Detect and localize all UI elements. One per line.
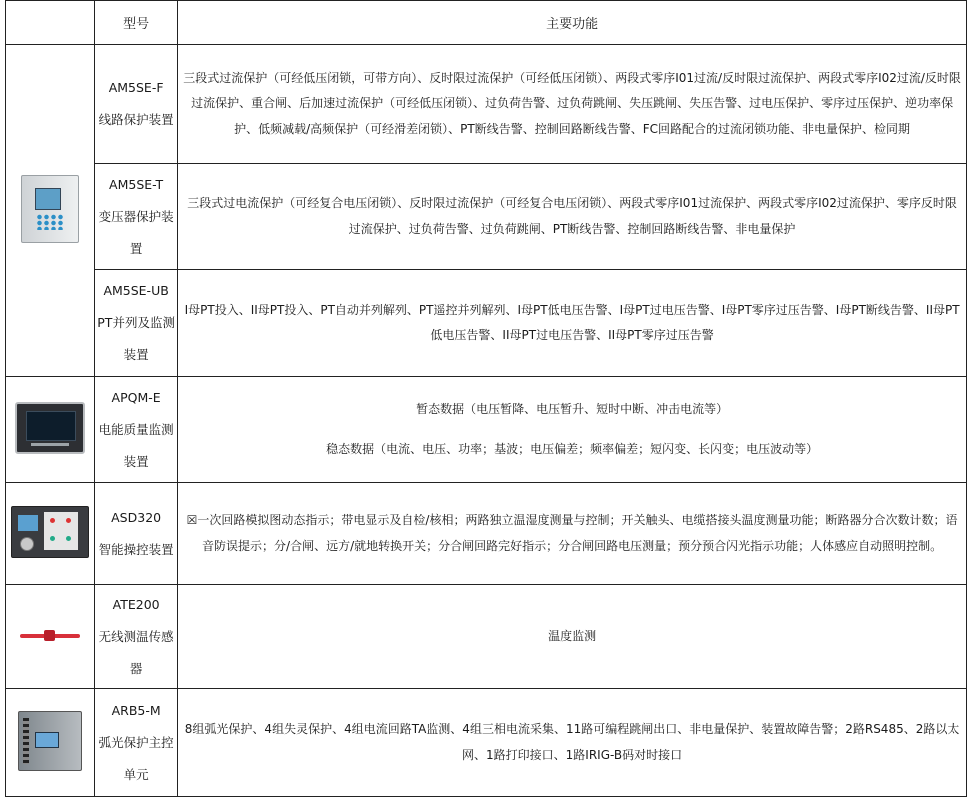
- function-cell: [178, 585, 967, 689]
- device-image-cell: [6, 483, 95, 585]
- function-cell: [178, 689, 967, 797]
- product-table: [5, 0, 967, 797]
- model-cell: [95, 45, 178, 164]
- header-function: 主要功能: [178, 1, 967, 45]
- model-desc: 变压器保护装置: [98, 208, 174, 256]
- table-header-row: [6, 1, 967, 45]
- model-cell: [95, 270, 178, 377]
- wireless-sensor-image: [20, 630, 80, 642]
- function-text: I母PT投入、II母PT投入、PT自动并列解列、PT遥控并列解列、I母PT低电压告警、I母PT过电压告警、I母PT零序过压告警、I母PT断线告警、II母PT低电压告警、II母PT过电压告警、II母PT零序过压告警: [184, 302, 960, 342]
- function-cell: [178, 483, 967, 585]
- function-text: 温度监测: [548, 628, 597, 643]
- model-code: APQM-E: [111, 389, 161, 405]
- function-text: ☒一次回路模拟图动态指示；带电显示及自检/核相；两路独立温湿度测量与控制；开关触头、电缆搭接头温度测量功能；断路器分合次数计数；语音防误提示；分/合闸、远方/就地转换开关；分合闸回路完好指示；分合闸回路电压测量；预分预合闪光指示功能；人体感应自动照明控制。: [186, 513, 958, 553]
- model-desc: PT并列及监测装置: [97, 315, 175, 362]
- table-row: [6, 483, 967, 585]
- function-cell: [178, 45, 967, 164]
- table-row: [6, 377, 967, 483]
- header-model: 型号: [95, 1, 178, 45]
- model-code: ATE200: [112, 596, 160, 612]
- table-row: [6, 689, 967, 797]
- model-code: ASD320: [111, 509, 162, 525]
- model-desc: 智能操控装置: [98, 541, 174, 557]
- model-cell: [95, 377, 178, 483]
- device-image-cell: [6, 585, 95, 689]
- table-row: [6, 585, 967, 689]
- device-image-cell: [6, 689, 95, 797]
- function-cell: [178, 270, 967, 377]
- model-cell: [95, 164, 178, 270]
- model-desc: 无线测温传感器: [98, 628, 174, 676]
- model-desc: 弧光保护主控单元: [98, 734, 174, 782]
- model-code: ARB5-M: [111, 702, 161, 718]
- model-cell: [95, 585, 178, 689]
- function-text: 稳态数据（电流、电压、功率；基波；电压偏差；频率偏差；短闪变、长闪变；电压波动等）: [326, 441, 819, 456]
- function-cell: [178, 164, 967, 270]
- model-code: AM5SE-T: [109, 176, 164, 192]
- table-row: [6, 45, 967, 164]
- table-row: [6, 164, 967, 270]
- model-code: AM5SE-F: [108, 80, 164, 95]
- table-row: [6, 270, 967, 377]
- function-text: 暂态数据（电压暂降、电压暂升、短时中断、冲击电流等）: [416, 402, 729, 416]
- model-code: AM5SE-UB: [103, 283, 169, 298]
- function-text: 8组弧光保护、4组失灵保护、4组电流回路TA监测、4组三相电流采集、11路可编程跳闸出口、非电量保护、装置故障告警；2路RS485、2路以太网、1路打印接口、1路IRIG-B码对时接口: [184, 722, 960, 762]
- function-text: 三段式过流保护（可经低压闭锁，可带方向）、反时限过流保护（可经低压闭锁）、两段式零序I01过流/反时限过流保护、两段式零序I02过流/反时限过流保护、重合闸、后加速过流保护（可经低压闭锁）、过负荷告警、过负荷跳闸、失压跳闸、失压告警、过电压保护、零序过压保护、逆功率保护、低频减载/高频保护（可经滑差闭锁）、PT断线告警、控制回路断线告警、FC回路配合的过流闭锁功能、非电量保护、检同期: [183, 70, 961, 136]
- protection-relay-device-image: [21, 175, 79, 243]
- arc-protection-unit-image: [18, 711, 82, 771]
- model-cell: [95, 689, 178, 797]
- protection-device-image-cell: [6, 45, 95, 377]
- power-quality-monitor-image: [15, 402, 85, 454]
- header-image-cell: [6, 1, 95, 45]
- function-text: 三段式过电流保护（可经复合电压闭锁）、反时限过流保护（可经复合电压闭锁）、两段式零序I01过流保护、两段式零序I02过流保护、零序反时限过流保护、过负荷告警、过负荷跳闸、PT断线告警、控制回路断线告警、非电量保护: [187, 196, 957, 236]
- smart-control-device-image: [11, 506, 89, 558]
- model-cell: [95, 483, 178, 585]
- model-desc: 电能质量监测装置: [98, 421, 174, 469]
- model-desc: 线路保护装置: [98, 112, 174, 127]
- device-image-cell: [6, 377, 95, 483]
- function-cell: [178, 377, 967, 483]
